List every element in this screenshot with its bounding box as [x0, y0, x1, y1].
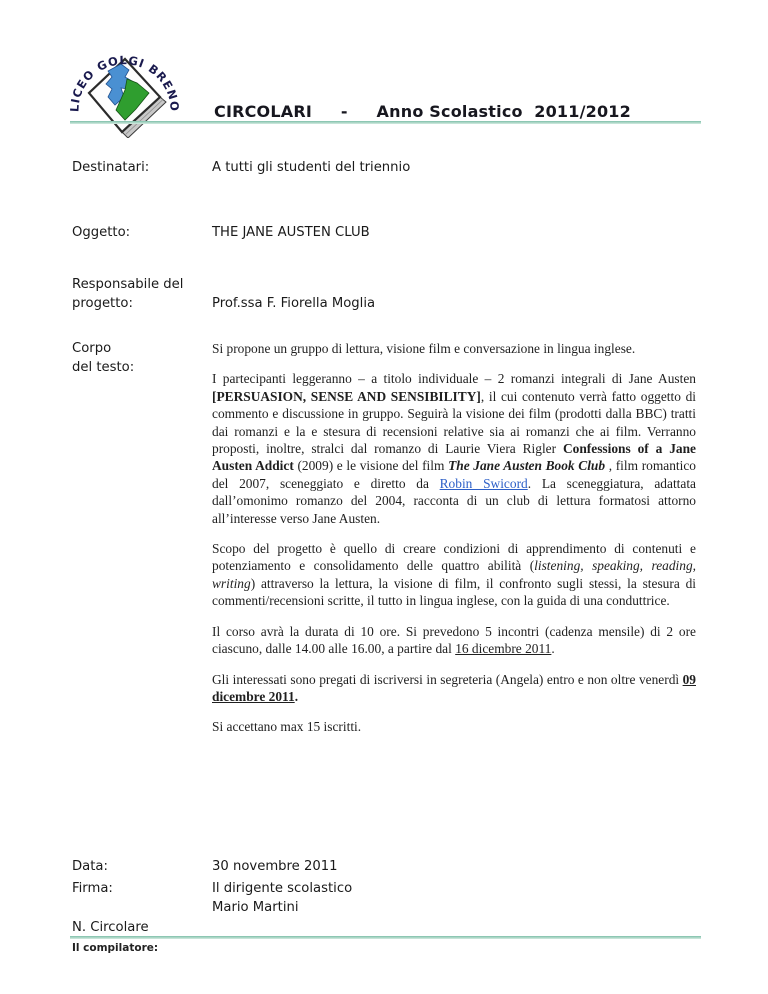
body-paragraph [212, 540, 696, 610]
body-paragraph [212, 623, 696, 658]
text-segment: Gli interessati sono pregati di iscriversi in segreteria (Angela) entro e non oltre venerdì [212, 671, 683, 687]
field-label-responsabile-line1: Responsabile del [72, 277, 184, 292]
robin-swicord-link[interactable]: Robin Swicord [439, 475, 528, 491]
logo-arc-text: LICEO GOLGI BRENO [67, 53, 182, 113]
field-label-corpo-line1: Corpo [72, 341, 112, 356]
field-label-corpo [72, 340, 210, 377]
text-segment: ) attraverso la lettura, la visione di film, il confronto sugli stessi, la stesura di commenti/recensioni scritte, il tutto in lingua inglese, con la guida di una conduttrice. [212, 575, 696, 609]
firma-line-dirigente: Il dirigente scolastico [212, 881, 353, 896]
page-title: CIRCOLARI - Anno Scolastico 2011/2012 [214, 102, 631, 121]
text-segment: [PERSUASION, SENSE AND SENSIBILITY] [212, 388, 481, 404]
field-label-responsabile [72, 276, 210, 313]
text-segment: Si propone un gruppo di lettura, visione film e conversazione in lingua inglese. [212, 341, 636, 356]
footer-rule [70, 936, 701, 939]
text-segment: Confessions of a Jane Austen Addict [212, 441, 696, 474]
compilatore-label: Il compilatore: [72, 942, 159, 954]
firma-line-nome: Mario Martini [212, 899, 299, 915]
text-segment: Il corso avrà la durata di 10 ore. Si prevedono 5 incontri (cadenza mensile) di 2 ore ciascuno, dalle 14.00 alle 16.00, a partire dal [212, 623, 696, 657]
text-segment: The Jane Austen Book Club [448, 458, 606, 474]
field-label-data: Data: [72, 859, 108, 874]
field-value-data: 30 novembre 2011 [212, 859, 338, 874]
field-value-firma [212, 880, 712, 917]
text-segment: Scopo del progetto è quello di creare condizioni di apprendimento di contenuti e potenziamento e consolidamento delle quattro abilità ( [212, 541, 696, 574]
text-segment: , il cui contenuto verrà fatto oggetto di commento e discussione in gruppo. Seguirà la visione dei film (prodotti dalla BBC) tratti dai romanzi e la e stesura di recensioni relative sia ai romanzi che ai film. Verranno proposti, inoltre, stralci dal romanzo di Laurie Viera Rigler [212, 388, 696, 457]
body-paragraph [212, 718, 696, 735]
body-text [212, 340, 696, 736]
field-label-oggetto: Oggetto: [72, 225, 131, 240]
text-segment: , film romantico del 2007, sceneggiato e diretto da [212, 458, 696, 491]
field-value-oggetto: THE JANE AUSTEN CLUB [212, 225, 370, 240]
body-paragraph [212, 370, 696, 527]
text-segment: . La sceneggiatura, adattata dall’omonimo romanzo del 2004, racconta di un club di lettura formatosi attorno all’interesse verso Jane Austen. [212, 475, 696, 526]
field-label-n-circolare: N. Circolare [72, 920, 149, 935]
text-segment: listening, speaking, reading, writing [212, 558, 696, 591]
text-segment: 09 dicembre 2011 [212, 671, 696, 704]
text-segment: (2009) e le visione del film [293, 458, 449, 474]
field-value-responsabile: Prof.ssa F. Fiorella Moglia [212, 296, 376, 311]
field-value-destinatari: A tutti gli studenti del triennio [212, 160, 411, 175]
header-rule [70, 121, 701, 124]
field-label-responsabile-line2: progetto: [72, 295, 133, 311]
text-segment: . [551, 641, 555, 657]
field-label-firma: Firma: [72, 881, 113, 896]
field-label-corpo-line2: del testo: [72, 359, 135, 375]
body-paragraph [212, 340, 696, 357]
text-segment: 16 dicembre 2011 [455, 641, 552, 657]
body-paragraph [212, 671, 696, 706]
text-segment: I partecipanti leggeranno – a titolo individuale – 2 romanzi integrali di Jane Austen [212, 371, 696, 387]
text-segment: . [294, 688, 299, 704]
field-label-destinatari: Destinatari: [72, 160, 150, 175]
text-segment: Si accettano max 15 iscritti. [212, 719, 362, 735]
